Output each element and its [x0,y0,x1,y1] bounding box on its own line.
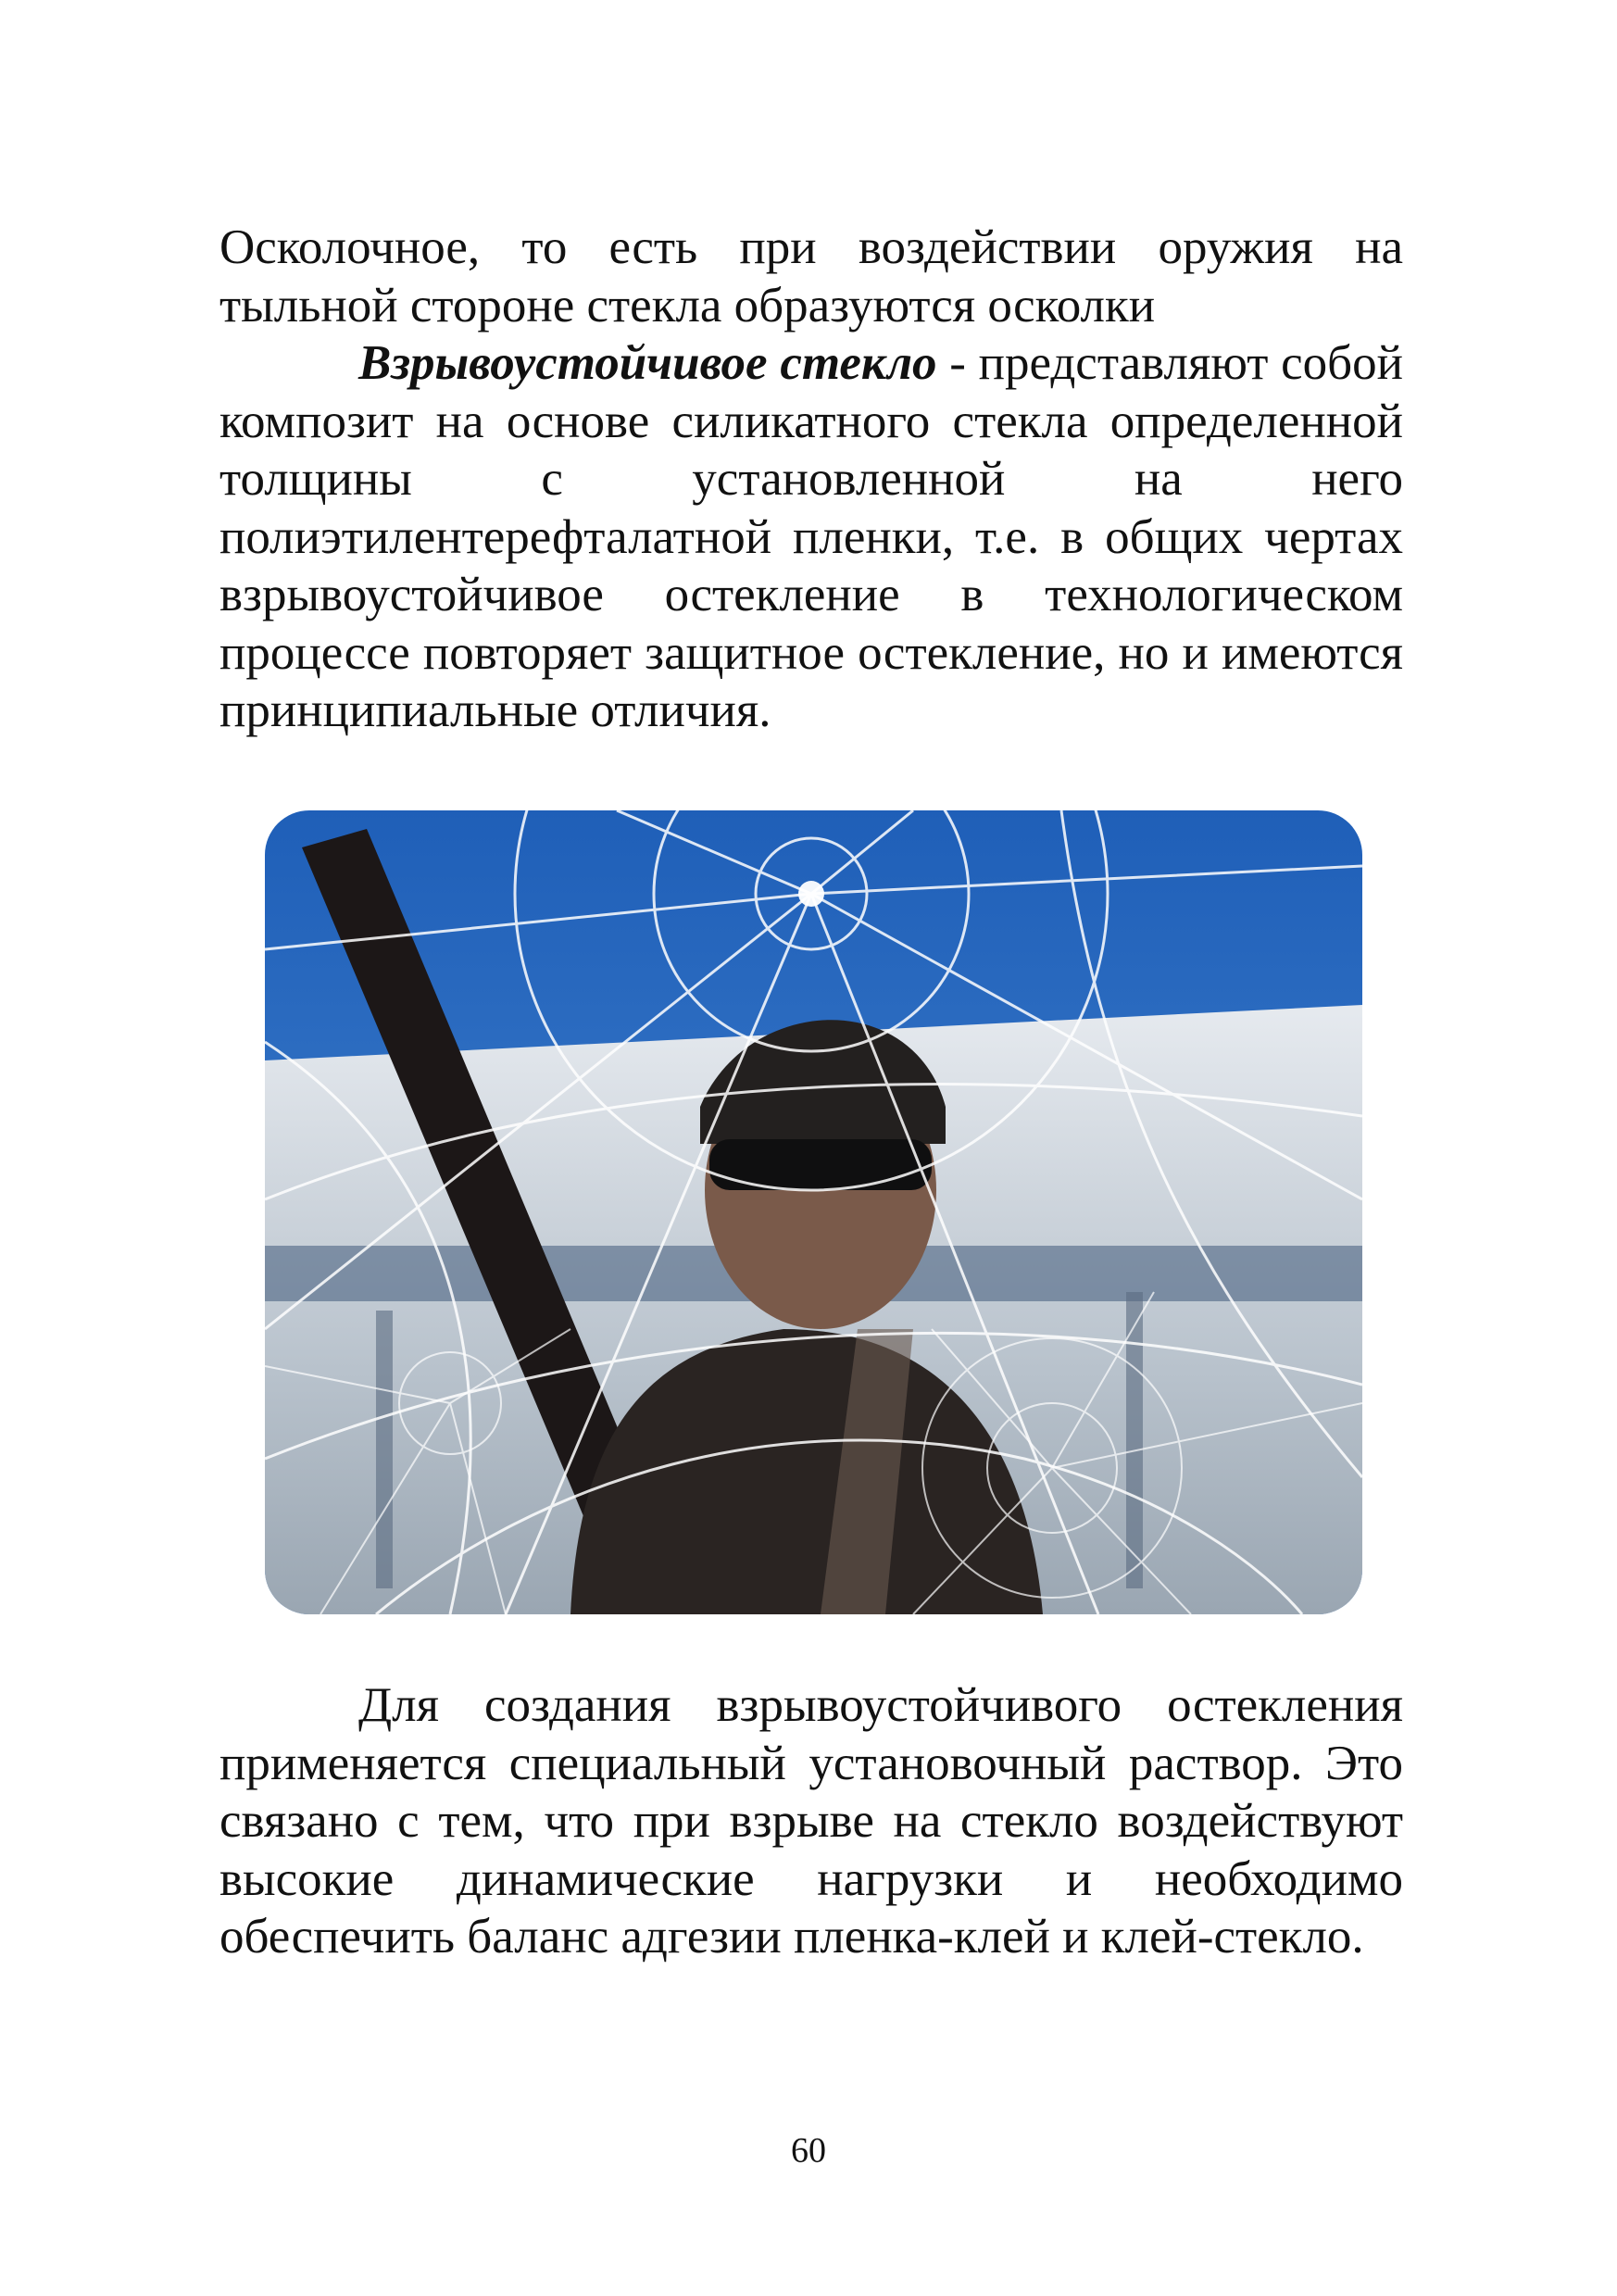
upper-text-block [219,219,1403,740]
term-explosion-resistant-glass: Взрывоустойчивое стекло [358,336,937,390]
paragraph-2 [219,334,1403,740]
page-number: 60 [791,2131,826,2170]
paragraph-3: Для создания взрывоустойчивого остекления применяется специальный установочный раствор. Это связано с тем, что при взрыве на стекло воздействуют высокие динамические нагрузки и необходимо обеспечить баланс адгезии пленка-клей и клей-стекло. [219,1678,1403,1964]
paragraph-1: Осколочное, то есть при воздействии оружия на тыльной стороне стекла образуются осколки [219,220,1403,332]
shattered-glass-photo [265,810,1362,1614]
lower-text-block [219,1676,1403,1966]
photo-illustration [265,810,1362,1614]
paragraph-2-body: - представляют собой композит на основе силикатного стекла определенной толщины с установленной на него полиэтилентерефталатной пленки, т.е. в общих чертах взрывоустойчивое остекление в технологическом процессе повторяет защитное остекление, но и имеются принципиальные отличия. [219,336,1403,737]
